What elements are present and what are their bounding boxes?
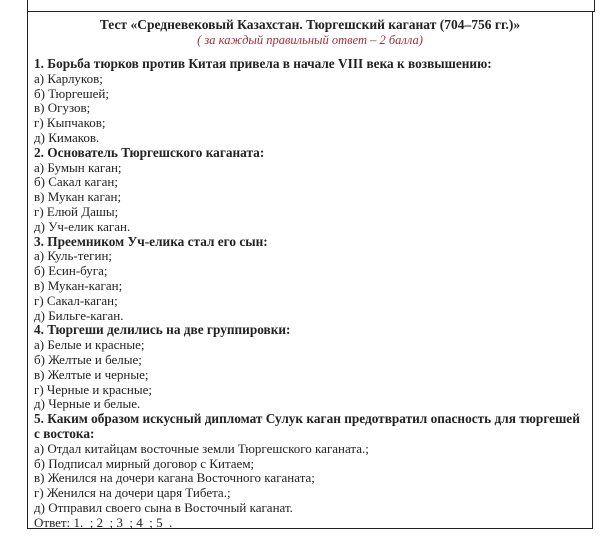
answer-option: а) Белые и красные; [34, 337, 145, 353]
question-text: 4. Тюргеши делились на две группировки: [34, 322, 291, 338]
answer-line: Ответ: 1._; 2_; 3_; 4_; 5_. [34, 514, 173, 530]
test-box [27, 11, 593, 529]
answer-option: в) Мукан каган; [34, 189, 122, 205]
question-text: 2. Основатель Тюргешского каганата: [34, 144, 265, 160]
answer-option: г) Елюй Дашы; [34, 203, 119, 219]
answer-option: а) Отдал китайцам восточные земли Тюргешского каганата.; [34, 440, 369, 456]
questions-list [34, 57, 584, 531]
test-title: Тест «Средневековый Казахстан. Тюргешский каганат (704–756 гг.)» [99, 17, 521, 32]
answer-option: в) Желтые и черные; [34, 366, 149, 382]
answer-option: д) Черные и белые. [34, 396, 141, 412]
answer-option: в) Женился на дочери кагана Восточного каганата; [34, 470, 315, 486]
answer-option: д) Отправил своего сына в Восточный каганат. [34, 499, 293, 515]
answer-option: г) Сакал-каган; [34, 292, 118, 308]
question-text: 5. Каким образом искусный дипломат Сулук каган предотвратил опасность для тюргешей с востока: [34, 411, 580, 441]
question-text: 3. Преемником Уч-елика стал его сын: [34, 233, 268, 249]
scoring-note: ( за каждый правильный ответ – 2 балла) [197, 33, 423, 47]
answer-option: б) Желтые и белые; [34, 351, 142, 367]
answer-option: д) Кимаков. [34, 129, 100, 145]
answer-option: в) Мукан-каган; [34, 277, 123, 293]
answer-option: а) Бумын каган; [34, 159, 122, 175]
answer-option: г) Кыпчаков; [34, 115, 106, 131]
answer-option: г) Черные и красные; [34, 381, 152, 397]
answer-option: б) Есин-буга; [34, 263, 108, 279]
answer-option: а) Карлуков; [34, 70, 103, 86]
answer-option: б) Сакал каган; [34, 174, 118, 190]
question-text: 1. Борьба тюрков против Китая привела в начале VIII века к возвышению: [34, 56, 492, 71]
answer-option: д) Бильге-каган. [34, 307, 124, 323]
answer-option: б) Тюргешей; [34, 85, 109, 101]
answer-option: г) Женился на дочери царя Тибета.; [34, 485, 231, 501]
answer-option: б) Подписал мирный договор с Китаем; [34, 455, 255, 471]
answer-option: д) Уч-елик каган. [34, 218, 131, 234]
answer-option: в) Огузов; [34, 100, 91, 116]
answer-option: а) Куль-тегин; [34, 248, 113, 264]
